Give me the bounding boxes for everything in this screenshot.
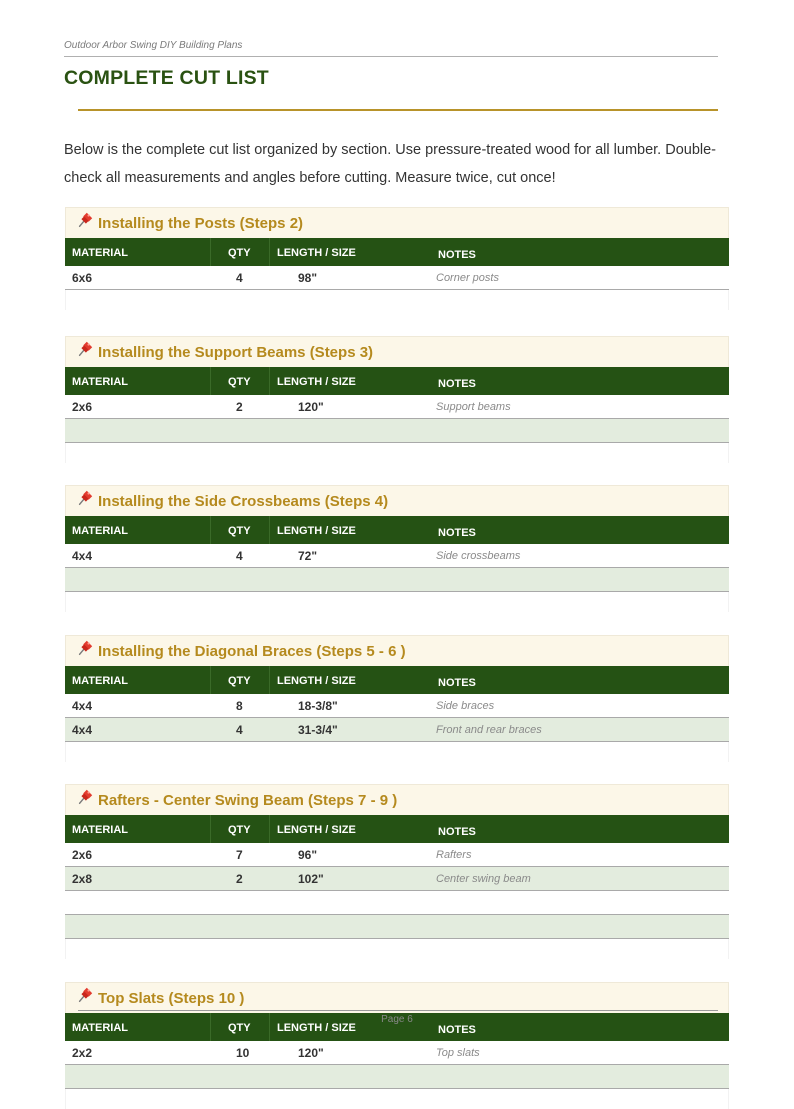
section-header [65, 485, 729, 516]
column-header-material: MATERIAL [72, 824, 129, 836]
column-header-notes: NOTES [438, 249, 476, 261]
section-header [65, 336, 729, 367]
qty-cell: 2 [236, 400, 243, 414]
notes-cell: Center swing beam [436, 873, 531, 885]
column-header-material: MATERIAL [72, 675, 129, 687]
material-cell: 2x6 [72, 400, 93, 414]
section [65, 982, 729, 1109]
column-header-length: LENGTH / SIZE [277, 1022, 356, 1034]
section-header [65, 784, 729, 815]
column-header-length: LENGTH / SIZE [277, 525, 356, 537]
qty-cell: 8 [236, 699, 243, 713]
table-header [65, 815, 729, 843]
section [65, 336, 729, 463]
notes-cell: Side braces [436, 700, 495, 712]
length-cell: 72" [298, 549, 318, 563]
pushpin-icon [76, 211, 94, 229]
material-cell: 2x2 [72, 1046, 93, 1060]
notes-cell: Side crossbeams [436, 550, 521, 562]
notes-cell: Front and rear braces [436, 724, 542, 736]
column-header-qty: QTY [228, 675, 251, 687]
column-separator [269, 666, 270, 694]
material-cell: 2x6 [72, 848, 93, 862]
column-separator [269, 238, 270, 266]
table-header [65, 238, 729, 266]
column-header-notes: NOTES [438, 378, 476, 390]
length-cell: 18-3/8" [298, 699, 338, 713]
table-header [65, 516, 729, 544]
table-header [65, 367, 729, 395]
column-header-notes: NOTES [438, 527, 476, 539]
title-divider [78, 109, 718, 111]
table-row [65, 1041, 729, 1065]
table-row [65, 694, 729, 718]
page-number: Page 6 [381, 1014, 413, 1025]
table-header [65, 666, 729, 694]
column-separator [210, 238, 211, 266]
column-header-length: LENGTH / SIZE [277, 824, 356, 836]
column-header-qty: QTY [228, 1022, 251, 1034]
section-spacer [65, 443, 729, 463]
column-separator [269, 815, 270, 843]
empty-table-row [65, 1065, 729, 1089]
empty-table-row [65, 568, 729, 592]
pushpin-icon [76, 489, 94, 507]
section [65, 784, 729, 959]
table-row [65, 266, 729, 290]
section [65, 485, 729, 612]
material-cell: 4x4 [72, 549, 93, 563]
intro-paragraph: Below is the complete cut list organized by section. Use pressure-treated wood for all lumber. Double-check all measurements and angles before cutting. Measure twice, cut once! [64, 142, 717, 186]
qty-cell: 2 [236, 872, 243, 886]
notes-cell: Rafters [436, 849, 472, 861]
section-header [65, 635, 729, 666]
pushpin-icon [76, 340, 94, 358]
pushpin-icon [76, 639, 94, 657]
header-divider [64, 56, 718, 57]
section [65, 207, 729, 310]
table-row [65, 544, 729, 568]
material-cell: 4x4 [72, 699, 93, 713]
column-header-qty: QTY [228, 824, 251, 836]
qty-cell: 10 [236, 1046, 250, 1060]
notes-cell: Support beams [436, 401, 511, 413]
column-header-qty: QTY [228, 525, 251, 537]
notes-cell: Corner posts [436, 272, 499, 284]
material-cell: 2x8 [72, 872, 93, 886]
length-cell: 98" [298, 271, 318, 285]
qty-cell: 4 [236, 271, 243, 285]
length-cell: 96" [298, 848, 318, 862]
empty-table-row [65, 891, 729, 915]
column-header-notes: NOTES [438, 677, 476, 689]
cut-list-sections [65, 207, 729, 1109]
section-spacer [65, 939, 729, 959]
column-header-notes: NOTES [438, 1024, 476, 1036]
column-header-material: MATERIAL [72, 247, 129, 259]
column-header-length: LENGTH / SIZE [277, 376, 356, 388]
table-row [65, 718, 729, 742]
section-title: Top Slats (Steps 10 ) [98, 989, 245, 1007]
section-header [65, 207, 729, 238]
section-title: Installing the Posts (Steps 2) [98, 214, 304, 232]
column-header-material: MATERIAL [72, 525, 129, 537]
material-cell: 6x6 [72, 271, 93, 285]
table-row [65, 867, 729, 891]
length-cell: 102" [298, 872, 324, 886]
section-title: Rafters - Center Swing Beam (Steps 7 - 9 ) [98, 791, 398, 809]
column-separator [269, 367, 270, 395]
section-spacer [65, 592, 729, 612]
footer-divider [78, 1010, 718, 1011]
column-header-length: LENGTH / SIZE [277, 675, 356, 687]
column-separator [210, 815, 211, 843]
section-spacer [65, 290, 729, 310]
column-separator [210, 666, 211, 694]
qty-cell: 4 [236, 723, 243, 737]
column-separator [210, 367, 211, 395]
column-header-notes: NOTES [438, 826, 476, 838]
column-header-qty: QTY [228, 376, 251, 388]
empty-table-row [65, 419, 729, 443]
document-subtitle: Outdoor Arbor Swing DIY Building Plans [64, 40, 243, 51]
pushpin-icon [76, 986, 94, 1004]
page-title: COMPLETE CUT LIST [64, 67, 269, 89]
qty-cell: 4 [236, 549, 243, 563]
qty-cell: 7 [236, 848, 243, 862]
section-title: Installing the Diagonal Braces (Steps 5 - 6 ) [98, 642, 406, 660]
notes-cell: Top slats [436, 1047, 480, 1059]
column-header-qty: QTY [228, 247, 251, 259]
section-header [65, 982, 729, 1013]
section-title: Installing the Support Beams (Steps 3) [98, 343, 374, 361]
column-separator [269, 516, 270, 544]
length-cell: 120" [298, 400, 324, 414]
length-cell: 31-3/4" [298, 723, 338, 737]
table-row [65, 843, 729, 867]
section [65, 635, 729, 762]
section-spacer [65, 1089, 729, 1109]
column-separator [210, 516, 211, 544]
section-spacer [65, 742, 729, 762]
column-header-material: MATERIAL [72, 1022, 129, 1034]
section-title: Installing the Side Crossbeams (Steps 4) [98, 492, 389, 510]
material-cell: 4x4 [72, 723, 93, 737]
document-header [64, 40, 718, 51]
pushpin-icon [76, 788, 94, 806]
column-header-material: MATERIAL [72, 376, 129, 388]
length-cell: 120" [298, 1046, 324, 1060]
column-header-length: LENGTH / SIZE [277, 247, 356, 259]
table-row [65, 395, 729, 419]
empty-table-row [65, 915, 729, 939]
